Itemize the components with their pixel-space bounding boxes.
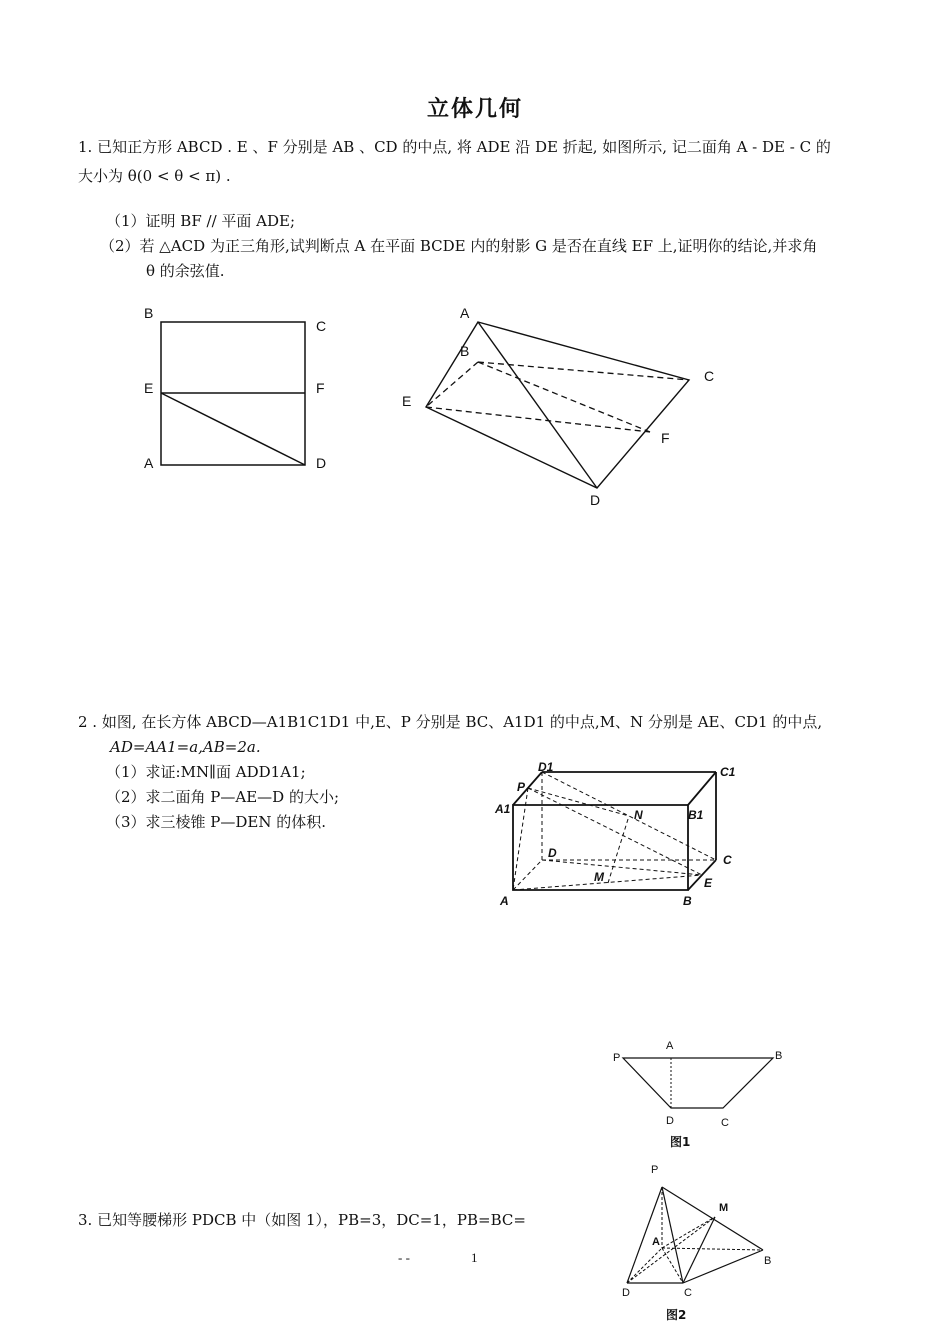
fig1-left-label-f: F — [316, 380, 325, 396]
fig3a-label-p: P — [613, 1052, 621, 1064]
fig3a-caption: 图1 — [670, 1135, 691, 1149]
problem2-cuboid-figure — [490, 755, 740, 915]
fig1-right-label-e: E — [402, 393, 412, 409]
fig3a-label-d: D — [666, 1115, 674, 1127]
problem3-statement-line1: 3. 已知等腰梯形 PDCB 中（如图 1），PB=3，DC=1，PB=BC= — [78, 1211, 526, 1229]
page-number: 1 — [471, 1250, 478, 1265]
fig1-left-label-c: C — [316, 318, 327, 334]
page-title: 立体几何 — [426, 97, 523, 122]
fig1-left-label-d: D — [316, 455, 327, 471]
problem1-question1: （1）证明 BF // 平面 ADE; — [106, 212, 296, 230]
footer-dashes: - - — [398, 1250, 410, 1265]
fig2-label-d: D — [548, 846, 557, 860]
problem2-question1: （1）求证:MN∥面 ADD1A1; — [106, 763, 306, 781]
fig1-right-label-b: B — [460, 343, 470, 359]
fig2-label-e: E — [704, 876, 713, 890]
fig1-right-label-f: F — [661, 430, 670, 446]
fig3a-label-c: C — [721, 1117, 729, 1129]
problem1-statement-line2: 大小为 θ(0 < θ < π) . — [78, 167, 231, 185]
problem3-trapezoid-figure — [615, 1050, 783, 1115]
fig3b-label-a: A — [652, 1236, 660, 1248]
problem2-statement-line2: AD=AA1=a,AB=2a. — [110, 738, 261, 756]
fig3b-label-c: C — [684, 1287, 692, 1299]
fig1-left-label-b: B — [144, 305, 154, 321]
problem1-folded-figure — [400, 300, 720, 510]
fig3b-label-d: D — [622, 1287, 630, 1299]
fig1-left-label-a: A — [144, 455, 154, 471]
fig2-label-a1: A1 — [495, 802, 511, 816]
fig3b-caption: 图2 — [666, 1308, 687, 1322]
problem1-question2-line1: （2）若 △ACD 为正三角形,试判断点 A 在平面 BCDE 内的射影 G 是否在直线 EF 上,证明你的结论,并求角 — [100, 237, 818, 255]
fig2-label-m: M — [594, 870, 604, 884]
fig1-left-label-e: E — [144, 380, 154, 396]
fig2-label-c1: C1 — [720, 765, 736, 779]
problem1-statement-line1: 1. 已知正方形 ABCD . E 、F 分别是 AB 、CD 的中点, 将 ADE 沿 DE 折起, 如图所示, 记二面角 A - DE - C 的 — [78, 138, 831, 156]
problem3-pyramid-figure — [615, 1170, 785, 1295]
fig2-label-a: A — [500, 894, 509, 908]
fig2-label-c: C — [723, 853, 732, 867]
problem2-question3: （3）求三棱锥 P—DEN 的体积. — [106, 813, 327, 831]
problem2-statement-line1: 2 . 如图, 在长方体 ABCD—A1B1C1D1 中,E、P 分别是 BC、A1D1 的中点,M、N 分别是 AE、CD1 的中点, — [78, 713, 823, 731]
fig2-label-b1: B1 — [688, 808, 704, 822]
problem1-question2-line2: θ 的余弦值. — [146, 262, 225, 280]
fig1-right-label-a: A — [460, 305, 470, 321]
fig2-label-b: B — [683, 894, 692, 908]
fig3b-label-m: M — [719, 1202, 729, 1214]
problem2-question2: （2）求二面角 P—AE—D 的大小; — [106, 788, 340, 806]
fig1-right-label-c: C — [704, 368, 715, 384]
fig2-label-n: N — [634, 808, 643, 822]
fig2-label-d1: D1 — [538, 760, 554, 774]
fig3a-label-b: B — [775, 1050, 783, 1062]
fig2-label-p: P — [517, 780, 526, 794]
fig3a-label-a: A — [666, 1040, 674, 1052]
fig3b-label-b: B — [764, 1255, 772, 1267]
fig1-right-label-d: D — [590, 492, 601, 508]
fig3b-label-p: P — [651, 1164, 659, 1176]
